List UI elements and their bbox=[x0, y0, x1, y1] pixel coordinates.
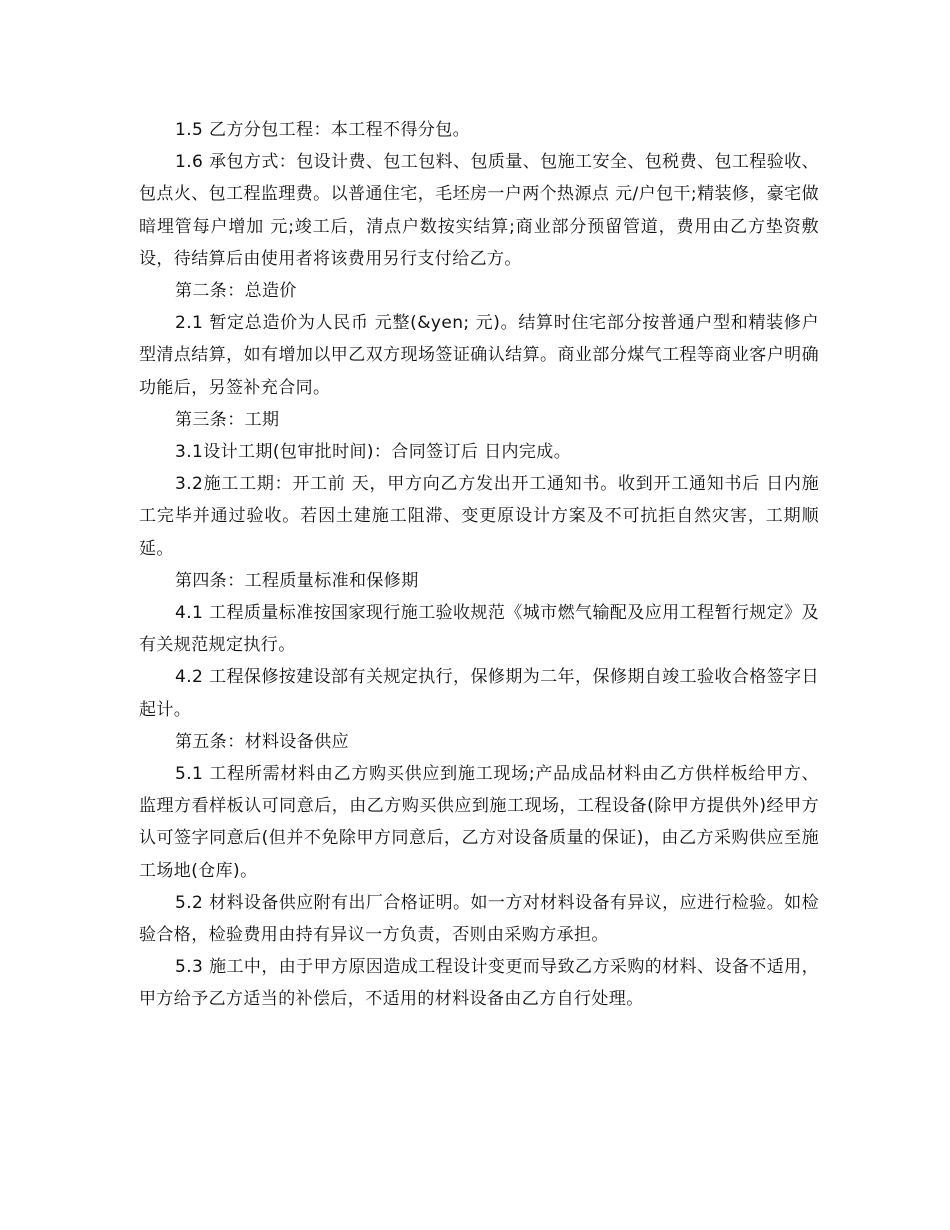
clause-3-2: 3.2施工工期：开工前 天，甲方向乙方发出开工通知书。收到开工通知书后 日内施工完毕并通过验收。若因土建施工阻滞、变更原设计方案及不可抗拒自然灾害，工期顺延。 bbox=[139, 474, 819, 559]
clause-4-2: 4.2 工程保修按建设部有关规定执行，保修期为二年，保修期自竣工验收合格签字日起计。 bbox=[139, 667, 819, 720]
clause-5-2: 5.2 材料设备供应附有出厂合格证明。如一方对材料设备有异议，应进行检验。如检验合格，检验费用由持有异议一方负责，否则由采购方承担。 bbox=[139, 892, 819, 946]
article-3-heading: 第三条：工期 bbox=[175, 409, 280, 430]
clause-1-6: 1.6 承包方式：包设计费、包工包料、包质量、包施工安全、包税费、包工程验收、包点火、包工程监理费。以普通住宅，毛坯房一户两个热源点 元/户包干;精装修，豪宅做暗埋管每户增加 元;竣工后，清点户数按实结算;商业部分预留管道，费用由乙方垫资敷设，待结算后由使用者将该费用另行支付给乙方。 bbox=[139, 152, 819, 269]
article-2-heading: 第二条：总造价 bbox=[175, 281, 297, 302]
clause-4-1: 4.1 工程质量标准按国家现行施工验收规范《城市燃气输配及应用工程暂行规定》及有关规范规定执行。 bbox=[139, 603, 819, 656]
clause-1-5: 1.5 乙方分包工程：本工程不得分包。 bbox=[175, 120, 471, 140]
article-5-heading: 第五条：材料设备供应 bbox=[175, 731, 349, 752]
clause-5-3: 5.3 施工中，由于甲方原因造成工程设计变更而导致乙方采购的材料、设备不适用，甲方给予乙方适当的补偿后，不适用的材料设备由乙方自行处理。 bbox=[139, 957, 819, 1010]
document-body bbox=[139, 114, 819, 1016]
clause-2-1: 2.1 暂定总造价为人民币 元整(&yen; 元)。结算时住宅部分按普通户型和精装修户型清点结算，如有增加以甲乙双方现场签证确认结算。商业部分煤气工程等商业客户明确功能后，另签补充合同。 bbox=[139, 313, 819, 398]
clause-3-1: 3.1设计工期(包审批时间)：合同签订后 日内完成。 bbox=[175, 442, 572, 463]
clause-5-1: 5.1 工程所需材料由乙方购买供应到施工现场;产品成品材料由乙方供样板给甲方、监理方看样板认可同意后，由乙方购买供应到施工现场，工程设备(除甲方提供外)经甲方认可签字同意后(但并不免除甲方同意后，乙方对设备质量的保证)，由乙方采购供应至施工场地(仓库)。 bbox=[139, 764, 819, 881]
article-4-heading: 第四条：工程质量标准和保修期 bbox=[175, 570, 419, 591]
